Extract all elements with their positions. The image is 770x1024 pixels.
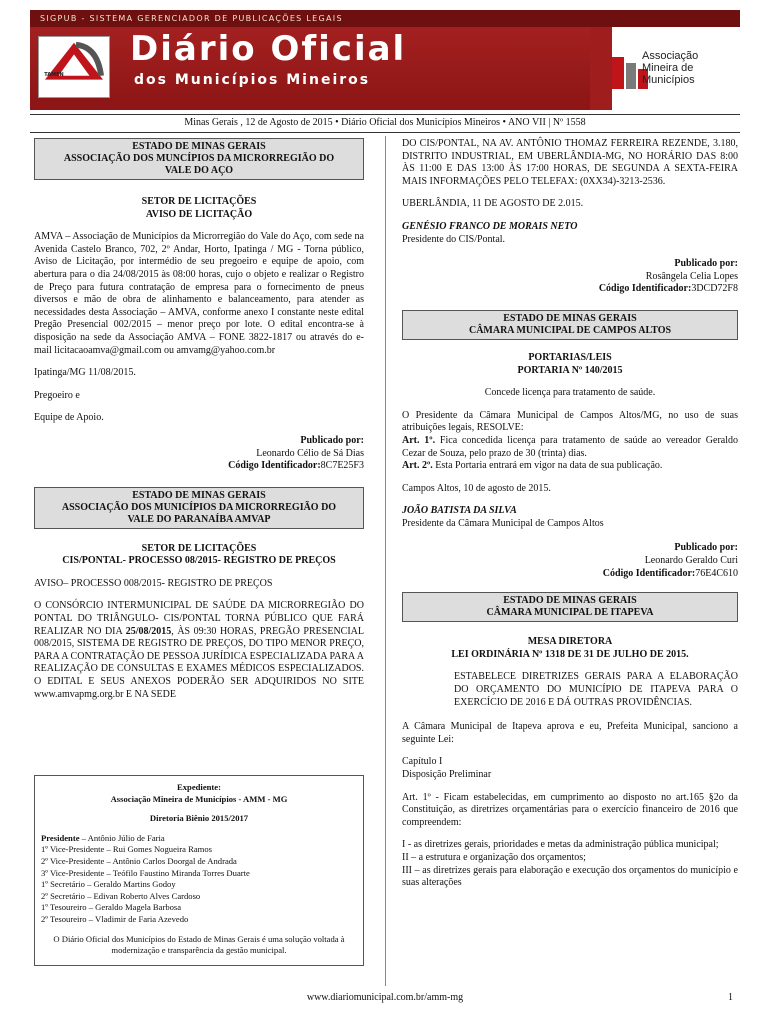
publication-info bbox=[402, 258, 738, 296]
dateline: Minas Gerais , 12 de Agosto de 2015 • Diário Oficial dos Municípios Mineiros • ANO VII | Nº 1558 bbox=[184, 117, 586, 128]
signatory-role: Presidente da Câmara Municipal de Campos Altos bbox=[402, 517, 604, 529]
section-title bbox=[402, 352, 738, 377]
president-name: – Antônio Júlio de Faria bbox=[79, 832, 165, 843]
cis-pontal-continuation: DO CIS/PONTAL, NA AV. ANTÔNIO THOMAZ FERREIRA REZENDE, 3.180, DISTRITO INDUSTRIAL, EM UBERLÂNDIA-MG, NO HORÁRIO DAS 8:00 ÀS 11:00 E DAS 13:00 ÀS 17:00 HORAS, DE SEGUNDA A SEXTA-FEIRA MAIS INFORMAÇÕES PELO TELEFAX: (0XX34)-3213-2536. bbox=[402, 138, 738, 187]
pub-name: Rosângela Celia Lopes bbox=[645, 270, 738, 282]
expediente-member: 1º Tesoureiro – Geraldo Magela Barbosa bbox=[41, 902, 182, 913]
portaria-art2 bbox=[402, 460, 738, 473]
chapter-title: Disposição Preliminar bbox=[402, 769, 492, 780]
assoc-line-2: Mineira de bbox=[642, 62, 694, 74]
expediente-org: Associação Mineira de Municípios - AMM - MG bbox=[110, 793, 288, 804]
expediente-member: 1º Vice-Presidente – Rui Gomes Nogueira Ramos bbox=[41, 844, 212, 855]
pub-label: Publicado por: bbox=[674, 258, 738, 270]
code-value: 8C7E25F3 bbox=[320, 460, 364, 472]
header-rule bbox=[30, 114, 740, 115]
column-divider bbox=[385, 136, 386, 986]
pub-label: Publicado por: bbox=[300, 434, 364, 446]
header-line: ESTADO DE MINAS GERAIS bbox=[132, 141, 266, 152]
law-article-1: Art. 1º - Ficam estabelecidas, em cumprimento ao disposto no art.165 §2o da Constituição, as diretrizes orçamentárias para o exercício financeiro de 2016 que compreendem: bbox=[402, 791, 738, 828]
portaria-date: Campos Altos, 10 de agosto de 2015. bbox=[402, 482, 551, 494]
expediente-title: Expediente: bbox=[177, 782, 221, 792]
system-line: SIGPUB - SISTEMA GERENCIADOR DE PUBLICAÇÕES LEGAIS bbox=[30, 10, 740, 27]
signatory-role: Presidente do CIS/Pontal. bbox=[402, 233, 506, 245]
article-label: Art. 2º. bbox=[402, 460, 433, 472]
section-header-amva bbox=[34, 138, 364, 180]
section-header-amvap bbox=[34, 487, 364, 529]
signatory-name: GENÉSIO FRANCO DE MORAIS NETO bbox=[402, 220, 578, 232]
pub-name: Leonardo Célio de Sá Dias bbox=[256, 447, 364, 459]
assoc-line-3: Municípios bbox=[642, 74, 695, 86]
state-seal-icon bbox=[38, 36, 110, 98]
expediente-member: 3º Vice-Presidente – Teófilo Faustino Miranda Torres Duarte bbox=[41, 867, 250, 878]
title-line: SETOR DE LICITAÇÕES bbox=[141, 542, 257, 554]
header-line: VALE DO AÇO bbox=[164, 165, 234, 176]
expediente-box bbox=[34, 775, 364, 966]
expediente-closing: O Diário Oficial dos Municípios do Estado de Minas Gerais é uma solução voltada à modernização e transparência da gestão municipal. bbox=[53, 933, 345, 956]
expediente-president bbox=[41, 833, 357, 845]
aviso-date: Ipatinga/MG 11/08/2015. bbox=[34, 367, 136, 379]
body-text: O CONSÓRCIO INTERMUNICIPAL DE SAÚDE DA MICRORREGIÃO DO PONTAL DO TRIÂNGULO- CIS/PONTAL TORNA PÚBLICO QUE FARÁ REALIZAR NO DIA bbox=[34, 600, 364, 637]
law-item-2: II – a estrutura e organização dos orçamentos; bbox=[402, 851, 586, 863]
expediente-member: 1º Secretário – Geraldo Martins Godoy bbox=[41, 879, 176, 890]
expediente-member: 2º Secretário – Edivan Roberto Alves Cardoso bbox=[41, 890, 201, 901]
seal-label: TAMEN bbox=[44, 72, 64, 78]
dateline-rule bbox=[30, 132, 740, 133]
law-item-3: III – as diretrizes gerais para elaboração e execução dos orçamentos do município e suas alterações bbox=[402, 864, 738, 889]
header-line: ASSOCIAÇÃO DOS MUNCÍPIOS DA MICRORREGIÃO DO bbox=[63, 153, 335, 164]
president-label: Presidente bbox=[41, 832, 80, 843]
law-ementa: ESTABELECE DIRETRIZES GERAIS PARA A ELABORAÇÃO DO ORÇAMENTO DO MUNICÍPIO DE ITAPEVA PARA O EXERCÍCIO DE 2016 E DÁ OUTRAS PROVIDÊNCIAS. bbox=[454, 671, 738, 708]
publication-info bbox=[34, 435, 364, 473]
header-line: ESTADO DE MINAS GERAIS bbox=[503, 595, 637, 607]
law-preamble: A Câmara Municipal de Itapeva aprova e eu, Prefeita Municipal, sanciono a seguinte Lei: bbox=[402, 721, 738, 745]
cis-pontal-date: UBERLÂNDIA, 11 DE AGOSTO DE 2.015. bbox=[402, 198, 584, 210]
right-column bbox=[402, 138, 738, 890]
section-header-itapeva bbox=[402, 592, 738, 622]
header-line: CÂMARA MUNICIPAL DE CAMPOS ALTOS bbox=[468, 324, 672, 336]
assoc-line-1: Associação bbox=[642, 50, 699, 62]
section-title bbox=[34, 196, 364, 221]
code-label: Código Identificador: bbox=[228, 460, 321, 472]
header-line: CÂMARA MUNICIPAL DE ITAPEVA bbox=[486, 607, 654, 619]
expediente-board: Diretoria Biênio 2015/2017 bbox=[149, 813, 249, 824]
chapter-number: Capítulo I bbox=[402, 756, 443, 768]
section-header-campos-altos bbox=[402, 310, 738, 340]
article-label: Art. 1º. bbox=[402, 434, 436, 446]
signature-line-1: Pregoeiro e bbox=[34, 389, 80, 401]
title-line: CIS/PONTAL- PROCESSO 08/2015- REGISTRO DE PREÇOS bbox=[62, 555, 336, 567]
code-value: 76E4C610 bbox=[695, 567, 738, 579]
amm-logo-text bbox=[642, 50, 702, 86]
law-item-1: I - as diretrizes gerais, prioridades e metas da administração pública municipal; bbox=[402, 839, 719, 851]
signature-line-2: Equipe de Apoio. bbox=[34, 412, 104, 424]
newspaper-subtitle: dos Municípios Mineiros bbox=[134, 72, 371, 88]
header-line: ESTADO DE MINAS GERAIS bbox=[503, 312, 637, 324]
footer-url: www.diariomunicipal.com.br/amm-mg bbox=[306, 992, 464, 1003]
expediente-member: 2º Vice-Presidente – Antônio Carlos Doorgal de Andrada bbox=[41, 855, 237, 866]
code-value: 3DCD72F8 bbox=[691, 283, 738, 295]
expediente-member: 2º Tesoureiro – Vladimir de Faria Azevedo bbox=[41, 913, 189, 924]
header-line: ASSOCIAÇÃO DOS MUNICÍPIOS DA MICRORREGIÃO DO bbox=[61, 501, 337, 513]
header-line: ESTADO DE MINAS GERAIS bbox=[132, 489, 266, 501]
body-date: 25/08/2015 bbox=[125, 625, 172, 637]
page-number: 1 bbox=[728, 992, 733, 1003]
newspaper-title: Diário Oficial bbox=[130, 29, 407, 69]
signatory-name: JOÃO BATISTA DA SILVA bbox=[402, 505, 517, 517]
body-text: , ÀS 09:30 HORAS, PREGÃO PRESENCIAL 008/2015, SISTEMA DE REGISTRO DE PREÇOS, DO TIPO MENOR PREÇO, PARA A CONTRATAÇÃO DE PESSOA JURÍDICA ESPECIALIZADA PARA A REALIZAÇÃO DE CONSULTAS E EXAMES MÉDICOS ESPECIALIZADOS. O EDITAL E SEUS ANEXOS PODERÃO SER ADQUIRIDOS NO SITE www.amvapmg.org.br E NA SEDE bbox=[34, 625, 364, 700]
code-label: Código Identificador: bbox=[598, 283, 692, 295]
title-line: MESA DIRETORA bbox=[527, 636, 613, 648]
title-line: PORTARIA Nº 140/2015 bbox=[517, 364, 623, 376]
article-text: Fica concedida licença para tratamento de saúde ao vereador Geraldo Cezar de Souza, pelo prazo de 30 (trinta) dias. bbox=[402, 434, 739, 459]
cis-pontal-body bbox=[34, 600, 364, 701]
pub-name: Leonardo Geraldo Curi bbox=[644, 555, 738, 567]
aviso-process-line: AVISO– PROCESSO 008/2015- REGISTRO DE PREÇOS bbox=[34, 577, 273, 589]
code-label: Código Identificador: bbox=[602, 567, 696, 579]
publication-info bbox=[402, 542, 738, 580]
section-title bbox=[402, 636, 738, 661]
article-text: Esta Portaria entrará em vigor na data de sua publicação. bbox=[432, 460, 663, 472]
header-line: VALE DO PARANAÍBA AMVAP bbox=[127, 513, 271, 525]
title-line: LEI ORDINÁRIA Nº 1318 DE 31 DE JULHO DE 2015. bbox=[451, 648, 689, 660]
masthead-banner bbox=[30, 10, 740, 110]
portaria-subject: Concede licença para tratamento de saúde. bbox=[484, 387, 656, 399]
pub-label: Publicado por: bbox=[674, 542, 738, 554]
section-title bbox=[34, 543, 364, 568]
aviso-body: AMVA – Associação de Municípios da Microrregião do Vale do Aço, com sede na Avenida Castelo Branco, 702, 2º Andar, Horto, Ipatinga / MG - Torna público, Aviso de Licitação, por intermédio de seu pregoeiro e equipe de apoio, com abertura para o dia 24/08/2015 às 08:00 horas, cujo o objeto e realizar o Registro de Preço para futura contratação de empresa para o fornecimento de pneus diversos e mão de obra de alinhamento e balanceamento, para atender as necessidades desta Associação – AMVA, conforme anexo I constante neste edital Pregão Presencial 002/2015 – menor preço por lote. O edital encontra-se à disposição na sede da Associação AMVA – FONE 3822-1817 ou através do e-mail licitacaoamva@gmail.com ou amvamg@yahoo.com.br bbox=[34, 231, 364, 356]
portaria-intro: O Presidente da Câmara Municipal de Campos Altos/MG, no uso de suas atribuições legais, RESOLVE: bbox=[402, 409, 738, 434]
portaria-art1 bbox=[402, 435, 738, 460]
title-line: AVISO DE LICITAÇÃO bbox=[145, 208, 253, 220]
title-line: PORTARIAS/LEIS bbox=[528, 351, 612, 363]
left-column bbox=[34, 138, 364, 701]
title-line: SETOR DE LICITAÇÕES bbox=[141, 196, 257, 207]
